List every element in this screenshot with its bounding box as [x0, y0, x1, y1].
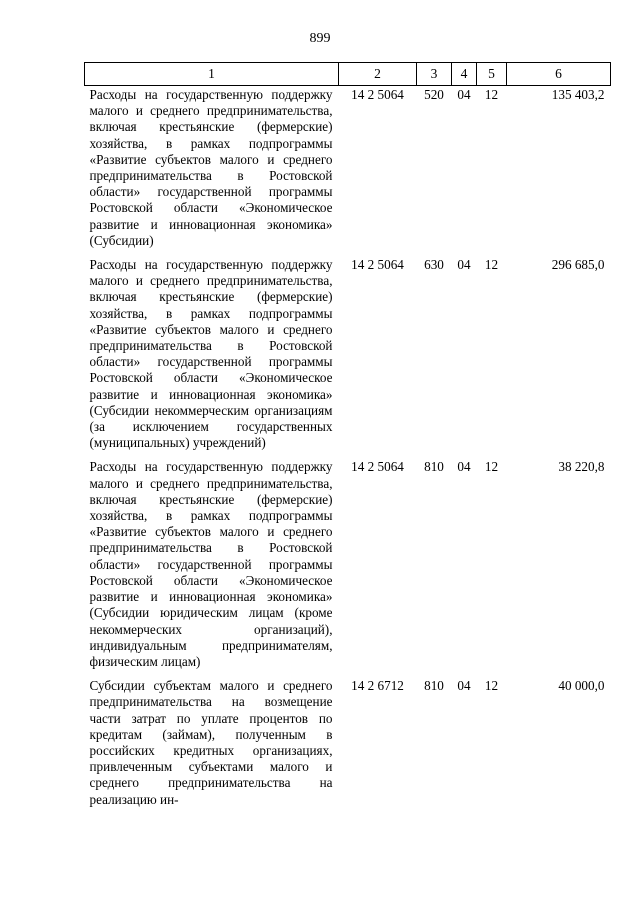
row-section: 04 — [457, 257, 471, 273]
table-row — [85, 677, 611, 815]
row-subsection: 12 — [484, 257, 499, 273]
column-header: 3 — [417, 63, 452, 86]
row-section: 04 — [457, 678, 471, 694]
row-section: 04 — [457, 459, 471, 475]
table-header-row — [85, 63, 611, 86]
row-expense-type: 520 — [424, 87, 444, 102]
column-header: 5 — [477, 63, 507, 86]
row-amount: 40 000,0 — [558, 678, 605, 694]
row-subsection: 12 — [484, 459, 499, 475]
table-row — [85, 458, 611, 677]
row-description: Расходы на государственную поддержку малого и среднего предпринимательства, включая крестьянские (фермерские) хозяйства, в рамках подпрограммы «Развитие субъектов малого и среднего предпринимательства в Ростовской области» государственной программы Ростовской области «Экономическое развитие и инновационная экономика» (Субсидии) — [89, 87, 333, 248]
row-subsection: 12 — [484, 87, 499, 102]
row-description: Субсидии субъектам малого и среднего предпринимательства на возмещение части затрат по уплате процентов по кредитам (займам), полученным в российских кредитных организациях, привлеченным субъектами малого и среднего предпринимательства на реализацию ин- — [89, 678, 333, 807]
row-target-code: 14 2 5064 — [351, 257, 404, 273]
row-target-code: 14 2 5064 — [351, 459, 404, 475]
column-header: 1 — [85, 63, 339, 86]
budget-table — [84, 62, 611, 815]
table-row — [85, 86, 611, 257]
column-header: 2 — [339, 63, 417, 86]
row-section: 04 — [457, 87, 471, 102]
page-number: 899 — [309, 31, 331, 46]
row-amount: 135 403,2 — [551, 87, 605, 102]
column-header: 6 — [507, 63, 611, 86]
row-expense-type: 810 — [424, 459, 444, 475]
row-expense-type: 810 — [424, 678, 444, 694]
row-amount: 38 220,8 — [558, 459, 605, 475]
row-expense-type: 630 — [424, 257, 444, 273]
row-target-code: 14 2 6712 — [351, 678, 404, 694]
row-amount: 296 685,0 — [551, 257, 605, 273]
column-header: 4 — [452, 63, 477, 86]
table-row — [85, 256, 611, 458]
row-description: Расходы на государственную поддержку малого и среднего предпринимательства, включая крестьянские (фермерские) хозяйства, в рамках подпрограммы «Развитие субъектов малого и среднего предпринимательства в Ростовской области» государственной программы Ростовской области «Экономическое развитие и инновационная экономика» (Субсидии юридическим лицам (кроме некоммерческих организаций), индивидуальным предпринимателям, физическим лицам) — [89, 459, 333, 669]
row-subsection: 12 — [484, 678, 499, 694]
row-target-code: 14 2 5064 — [351, 87, 404, 102]
row-description: Расходы на государственную поддержку малого и среднего предпринимательства, включая крестьянские (фермерские) хозяйства, в рамках подпрограммы «Развитие субъектов малого и среднего предпринимательства в Ростовской области» государственной программы Ростовской области «Экономическое развитие и инновационная экономика» (Субсидии некоммерческим организациям (за исключением государственных (муниципальных) учреждений) — [89, 257, 333, 451]
